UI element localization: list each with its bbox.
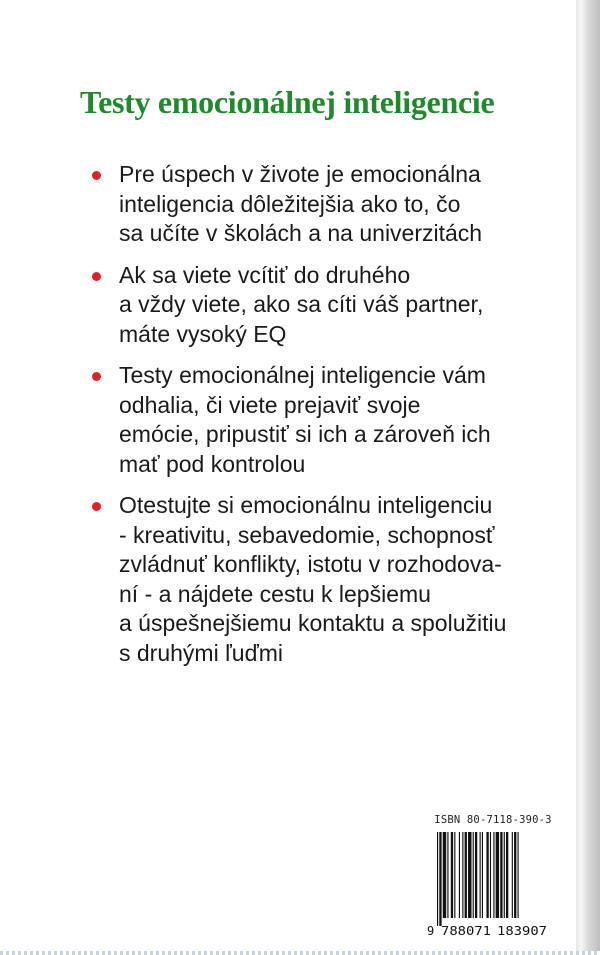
- bullet-line: máte vysoký EQ: [119, 320, 287, 347]
- barcode-bar: [439, 832, 441, 926]
- bullet-line: Testy emocionálnej inteligencie vám: [119, 362, 486, 388]
- list-item: [82, 491, 562, 668]
- list-item: [82, 160, 562, 249]
- bullet-line: odhalia, či viete prejaviť svoje: [119, 391, 421, 418]
- bullet-dot-icon: [92, 272, 101, 281]
- barcode-bar: [473, 832, 474, 918]
- barcode: [427, 832, 559, 938]
- barcode-bar: [443, 832, 446, 918]
- bullet-line: s druhými ľuďmi: [119, 639, 283, 666]
- list-item: [82, 261, 562, 350]
- isbn-barcode-block: [427, 814, 559, 942]
- barcode-bar: [518, 832, 519, 918]
- barcode-digits-left: 788071: [441, 924, 491, 938]
- barcode-bar: [465, 832, 467, 918]
- list-item: [82, 361, 562, 479]
- barcode-bar: [493, 832, 494, 918]
- bullet-line: mať pod kontrolou: [119, 450, 306, 477]
- barcode-bar: [437, 832, 438, 926]
- bullet-line: zvládnuť konflikty, istotu v rozhodova-: [119, 551, 502, 577]
- bullet-list: [82, 160, 562, 680]
- bullet-line: ní - a nájdete cestu k lepšiemu: [119, 580, 431, 607]
- barcode-bar: [480, 832, 481, 918]
- isbn-label: ISBN 80-7118-390-3: [434, 814, 552, 826]
- barcode-bar: [514, 832, 516, 918]
- bullet-line: a úspešnejšiemu kontaktu a spolužitiu: [119, 610, 507, 636]
- barcode-bar: [454, 832, 455, 918]
- bullet-line: inteligencia dôležitejšia ako to, čo: [119, 190, 461, 217]
- bullet-line: Otestujte si emocionálnu inteligenciu: [119, 492, 493, 518]
- barcode-digits-right: 183907: [497, 924, 547, 938]
- barcode-bar: [512, 832, 513, 918]
- bullet-line: sa učíte v školách a na univerzitách: [119, 220, 483, 246]
- bullet-dot-icon: [92, 171, 101, 180]
- bullet-line: emócie, pripustiť si ich a zároveň ich: [119, 421, 491, 447]
- barcode-bar: [459, 832, 460, 918]
- barcode-bar: [447, 832, 448, 918]
- page-bottom-edge: [0, 951, 600, 955]
- bullet-line: a vždy viete, ako sa cíti váš partner,: [119, 291, 484, 317]
- bullet-line: - kreativitu, sebavedomie, schopnosť: [119, 521, 495, 548]
- barcode-bars: [437, 832, 519, 926]
- barcode-digit-first: 9: [427, 924, 435, 938]
- barcode-bar: [506, 832, 508, 918]
- barcode-bar: [451, 832, 453, 918]
- bullet-line: Pre úspech v živote je emocionálna: [119, 161, 481, 187]
- barcode-bar: [462, 832, 463, 918]
- bullet-dot-icon: [92, 372, 101, 381]
- book-spine-edge: [576, 0, 600, 955]
- barcode-bar: [504, 832, 505, 918]
- barcode-bar: [496, 832, 499, 918]
- barcode-bar: [475, 832, 477, 918]
- bullet-line: Ak sa viete vcítiť do druhého: [119, 261, 411, 288]
- barcode-bar: [486, 832, 488, 918]
- bullet-dot-icon: [92, 502, 101, 511]
- barcode-bar: [482, 832, 483, 918]
- page-title: Testy emocionálnej inteligencie: [80, 84, 495, 120]
- barcode-bar: [500, 832, 502, 918]
- barcode-bar: [468, 832, 471, 918]
- barcode-bar: [490, 832, 491, 918]
